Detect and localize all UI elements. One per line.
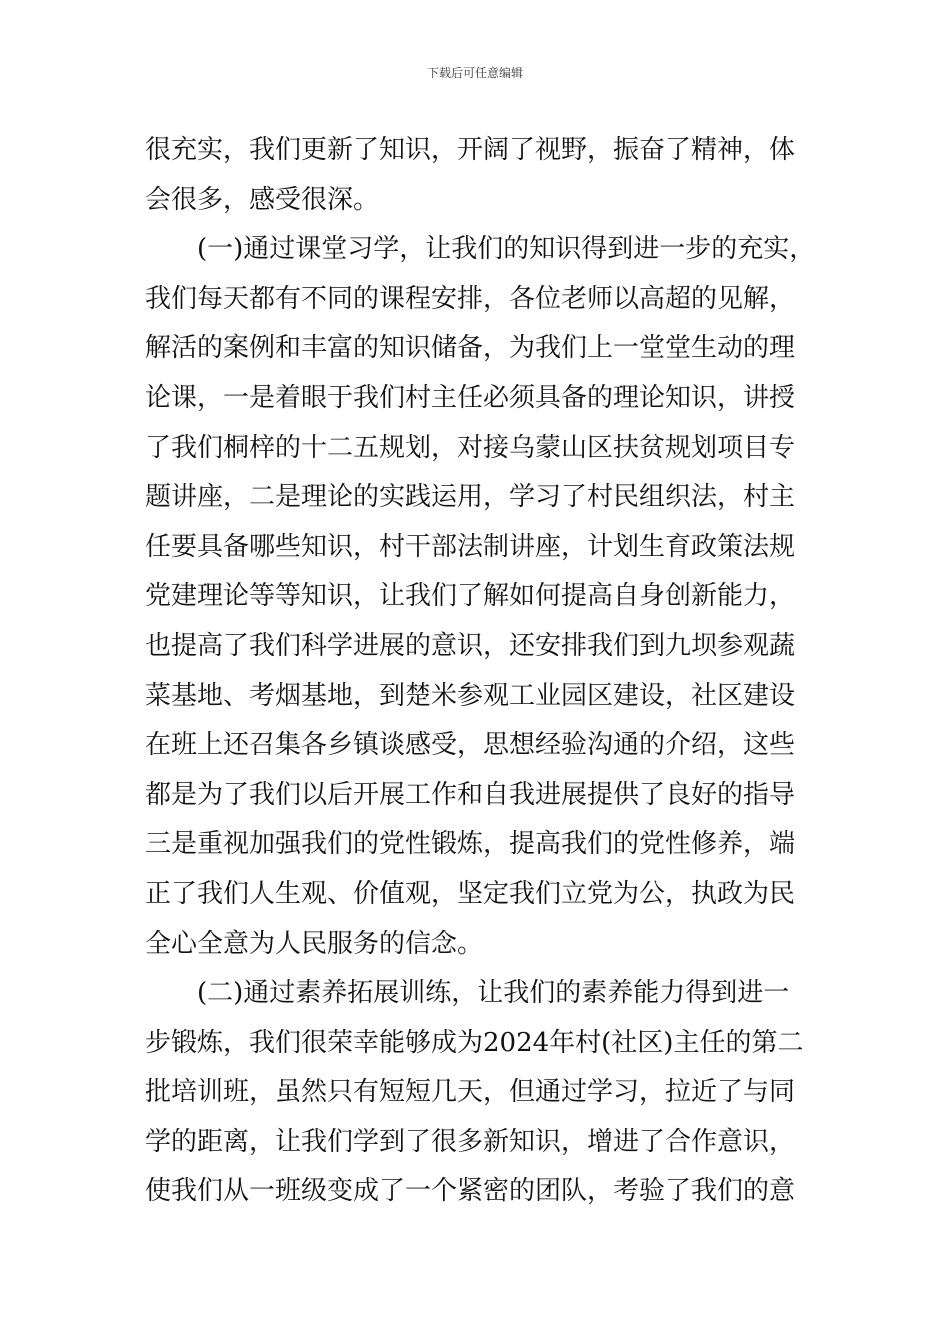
paragraph-start-line: (二)通过素养拓展训练，让我们的素养能力得到进一 [197,978,790,1009]
text-line: 全心全意为人民服务的信念。 [145,928,484,959]
text-line: 题讲座，二是理论的实践运用，学习了村民组织法，村主 [145,482,796,513]
document-body [145,126,835,1217]
text-line: 会很多，感受很深。 [145,184,380,215]
text-line: 使我们从一班级变成了一个紧密的团队，考验了我们的意 [145,1176,796,1207]
text-line: 步锻炼，我们很荣幸能够成为2024年村(社区)主任的第二 [145,1027,804,1058]
text-line: 我们每天都有不同的课程安排，各位老师以高超的见解， [145,283,796,314]
text-line: 了我们桐梓的十二五规划，对接乌蒙山区扶贫规划项目专 [145,432,796,463]
text-line: 任要具备哪些知识，村干部法制讲座，计划生育政策法规 [145,531,796,562]
text-line: 菜基地、考烟基地，到楚米参观工业园区建设，社区建设 [145,680,796,711]
paragraph-start-line: (一)通过课堂习学，让我们的知识得到进一步的充实， [197,234,816,265]
text-line: 在班上还召集各乡镇谈感受，思想经验沟通的介绍，这些 [145,730,796,761]
text-line: 也提高了我们科学进展的意识，还安排我们到九坝参观蔬 [145,630,796,661]
text-line: 学的距离，让我们学到了很多新知识，增进了合作意识， [145,1126,796,1157]
text-line: 论课，一是着眼于我们村主任必须具备的理论知识，讲授 [145,382,796,413]
text-line: 党建理论等等知识，让我们了解如何提高自身创新能力， [145,581,796,612]
text-line: 批培训班，虽然只有短短几天，但通过学习，拉近了与同 [145,1077,796,1108]
text-line: 都是为了我们以后开展工作和自我进展提供了良好的指导 [145,779,796,810]
text-line: 正了我们人生观、价值观，坚定我们立党为公，执政为民 [145,878,796,909]
page-header: 下载后可任意编辑 [426,66,523,80]
text-line: 解活的案例和丰富的知识储备，为我们上一堂堂生动的理 [145,333,796,364]
text-line: 三是重视加强我们的党性锻炼，提高我们的党性修养，端 [145,829,796,860]
text-line: 很充实，我们更新了知识，开阔了视野，振奋了精神，体 [145,135,796,165]
